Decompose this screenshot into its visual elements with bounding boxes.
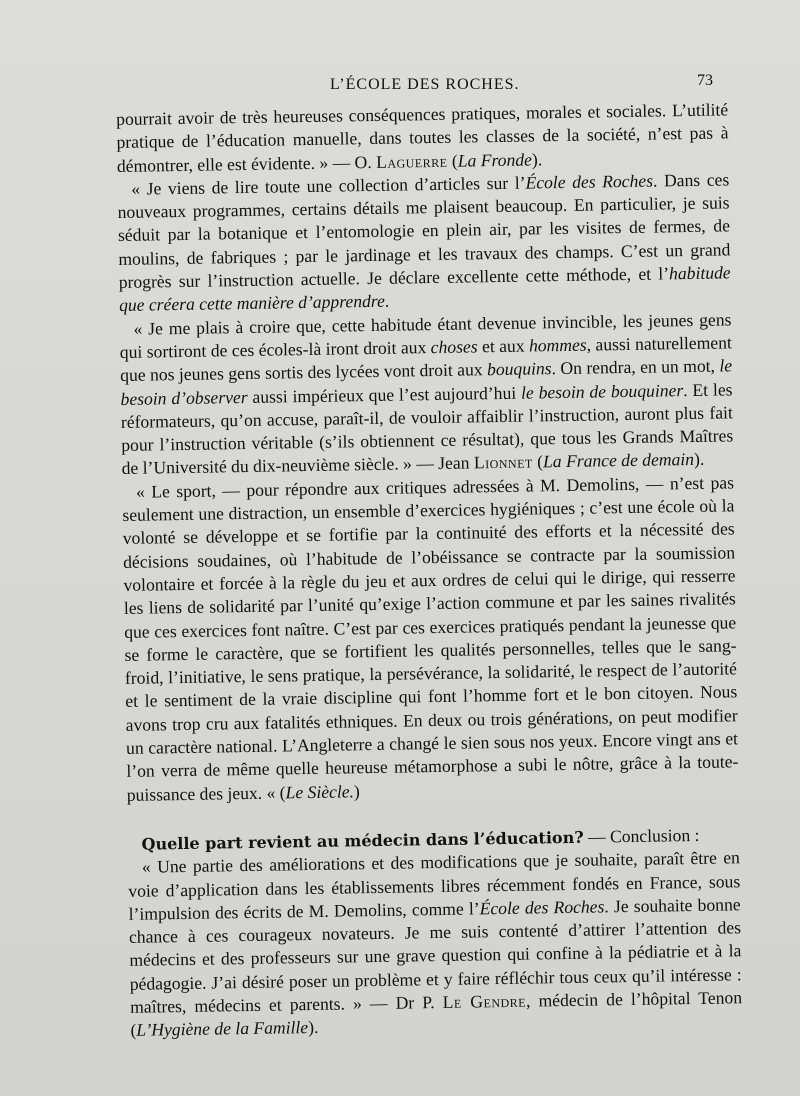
punctuation: . (384, 291, 390, 312)
italic-text: École des Roches (479, 896, 605, 919)
author-name: Lionnet (473, 451, 533, 473)
punctuation: ( (447, 150, 458, 171)
paragraph-sport-quote (122, 471, 739, 807)
source-title: Le Siècle. (285, 780, 355, 803)
italic-text: bouquins (486, 358, 552, 380)
italic-text: le besoin d’observer (120, 355, 733, 409)
body-text (116, 98, 743, 1042)
source-title: L’Hygiène de la Famille (136, 1017, 309, 1041)
quote-text: « Une partie des améliorations et des modifications que je souhaite, paraît être en voie d’application dans les établissements libres récemment fondés en France, sous l’impulsion des écrits de M. Demolins, comme l’ (128, 847, 741, 924)
author-name: Le Gendre (442, 990, 527, 1012)
quote-text: . On rendra, en un mot, (551, 355, 720, 379)
section-subtitle: — Conclusion : (583, 824, 700, 847)
punctuation: ( (532, 451, 544, 472)
italic-text: le besoin de bouquiner (520, 379, 684, 403)
quote-text: « Le sport, — pour répondre aux critiques adressées à M. Demolins, — n’est pas seulement une distraction, un ensemble d’exercices hygiéniques ; c’est une école où la volonté se développe et se fortifie par la continuité des efforts et la nécessité des décisions soudaines, où l’habitude de l’obéissance se contracte par la soumission volontaire et forcée à la règle du jeu et aux ordres de celui qui le dirige, qui resserre les liens de solidarité par l’unité qu’exige l’action commune et par les saines rivalités que ces exercices font naître. C’est par ces exercices pratiqués pendant la jeunesse que se forme le caractère, que se fortifient les qualités personnelles, telles que le sang-froid, l’initiative, le sens pratique, la persévérance, la solidarité, le respect de l’autorité et le sentiment de la vraie discipline qui font l’homme fort et le bon citoyen. Nous avons trop cru aux fatalités ethniques. En deux ou trois générations, on peut modifier un caractère national. L’Angleterre a changé le sien sous nos yeux. Encore vingt ans et l’on verra de même quelle heureuse métamorphose a subi le nôtre, grâce à la toute-puissance des jeux. « ( (122, 472, 739, 805)
italic-text: École des Roches (525, 170, 654, 193)
paragraph-laguerre-quote (116, 98, 729, 177)
quote-text: « Je me plais à croire que, cette habitude étant devenue invincible, les jeunes gens qui sortiront de ces écoles-là iront droit aux (119, 309, 732, 362)
quote-text: , aussi naturellement que nos jeunes gens sortis des lycées vont droit aux (120, 332, 732, 386)
quote-text: aussi impérieux que l’est aujourd’hui (247, 382, 522, 407)
quote-text: et aux (477, 335, 530, 357)
quote-text: . Je souhaite bonne chance à ces courageux novateurs. Je me suis contenté d’attirer l’attention des médecins et des professeurs sur une grave question qui confine à la pédiatrie et à la pédagogie. J’ai désiré poser un problème et y faire réfléchir tous ceux qu’il intéresse : maîtres, médecins et parents. » — (128, 894, 742, 1017)
quote-text: pourrait avoir de très heureuses conséquences pratiques, morales et sociales. L’utilité pratique de l’éducation manuelle, dans toutes les classes de la société, n’est pas à démontrer, elle est évidente. » — O. (116, 99, 729, 176)
italic-text: habitude que créera cette manière d’apprendre (118, 262, 731, 316)
italic-text: choses (430, 336, 478, 358)
source-title: La Fronde (457, 149, 533, 171)
paragraph-lionnet-quote (119, 308, 733, 481)
punctuation: ). (307, 1017, 319, 1038)
running-title: L’ÉCOLE DES ROCHES. (330, 76, 520, 93)
italic-text: hommes (528, 334, 587, 356)
quote-text: , médecin de l’hôpital Tenon ( (130, 987, 743, 1041)
section-title: Quelle part revient au médecin dans l’éducation? (141, 827, 584, 854)
page-number: 73 (697, 72, 713, 89)
punctuation: ). (693, 449, 705, 470)
paragraph-legendre-quote (128, 846, 743, 1042)
paragraph-botany-quote (117, 168, 731, 317)
quote-text: . Dans ces nouveaux programmes, certains détails me plaisent beaucoup. En particulier, je suis séduit par la botanique et l’entomologie en plein air, par les visites de fermes, de moulins, de fabriques ; par le jardinage et les travaux des champs. C’est un grand progrès sur l’instruction actuelle. Je déclare excellente cette méthode, et l’ (117, 169, 731, 293)
author-title: Dr P. (395, 991, 443, 1013)
quote-text: « Je viens de lire toute une collection d’articles sur l’ (131, 172, 526, 199)
punctuation: ) (353, 780, 360, 801)
source-title: La France de demain (542, 449, 695, 472)
author-name: Laguerre (375, 150, 448, 172)
punctuation: ). (531, 148, 543, 170)
quote-text: . Et les réformateurs, qu’on accuse, paraît-il, de vouloir affaiblir l’instruction, auront plus fait pour l’instruction véritable (s’ils obtiennent ce résultat), que tous les Grands Maîtres de l’Université du dix-neuvième siècle. » — Jean (120, 378, 734, 479)
page-header (0, 70, 800, 98)
